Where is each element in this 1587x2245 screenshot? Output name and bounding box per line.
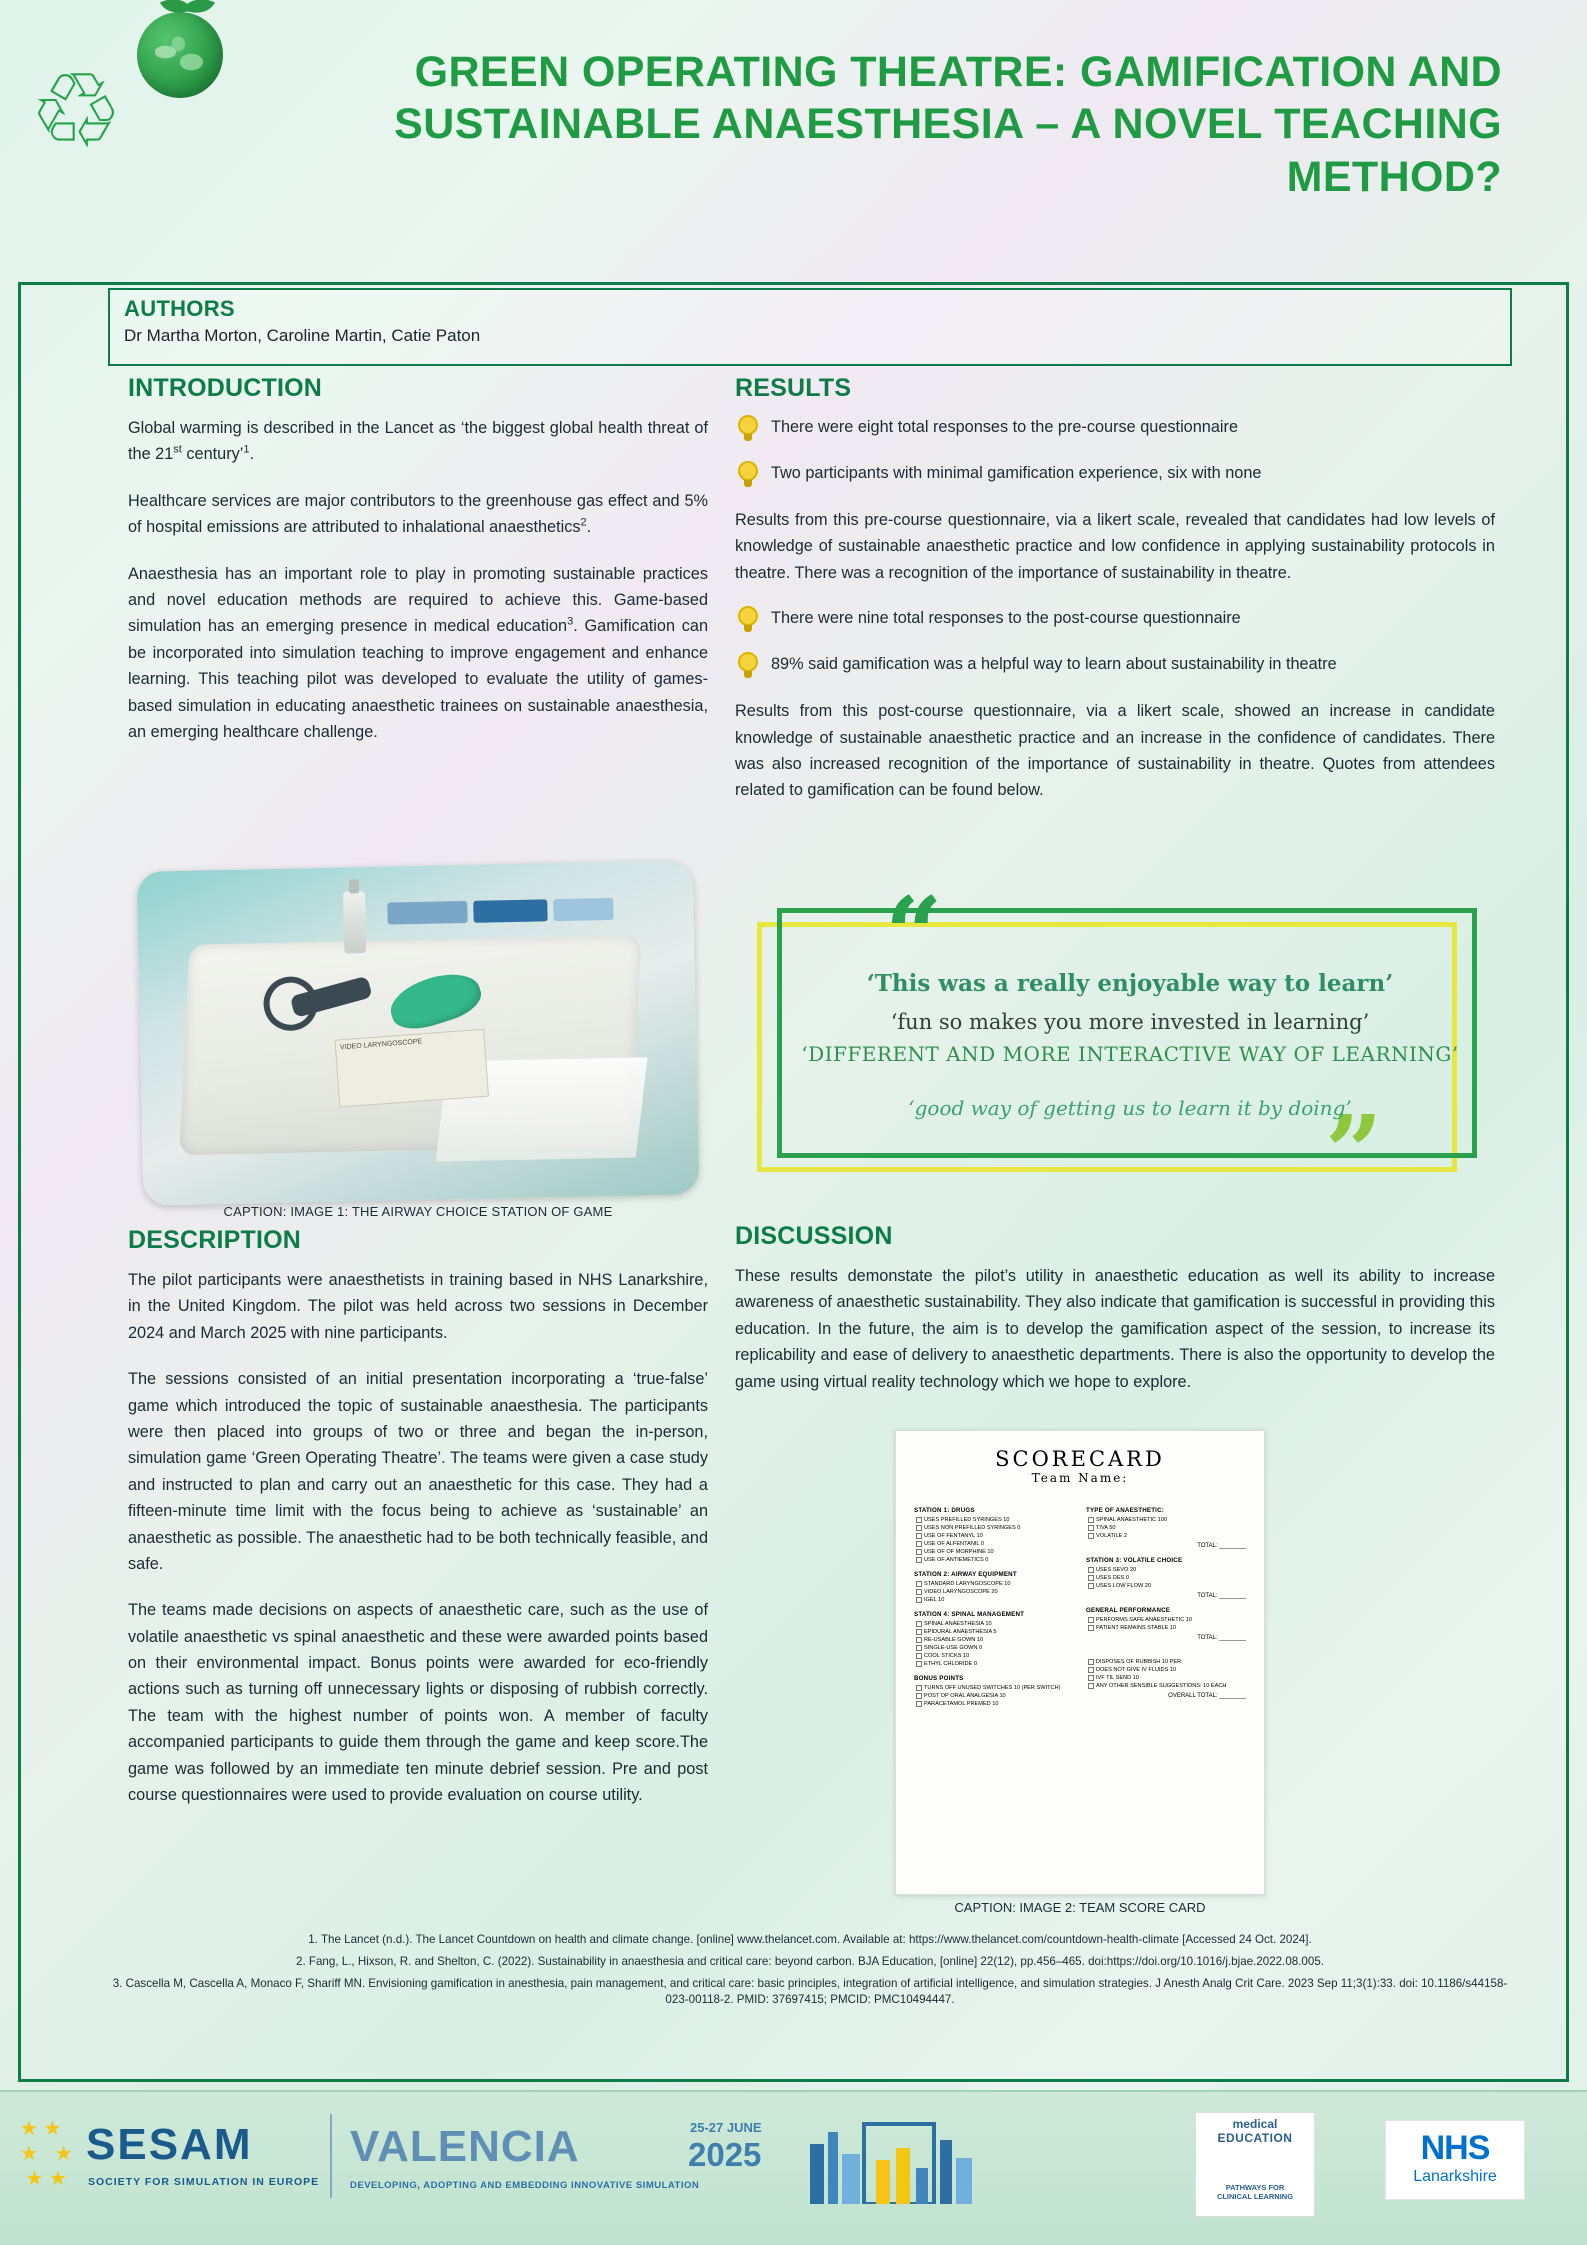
introduction-paragraph-1: Global warming is described in the Lancet as ‘the biggest global health threat of the 21st century’$^1$. <box>128 419 708 464</box>
scorecard-item: SPINAL ANAESTHESIA 10 <box>924 1621 1074 1627</box>
introduction-heading: INTRODUCTION <box>128 374 323 402</box>
scorecard-section-heading: STATION 2: AIRWAY EQUIPMENT <box>914 1571 1017 1578</box>
event-dates: 25-27 JUNE <box>690 2120 762 2135</box>
lightbulb-icon <box>735 606 761 636</box>
scorecard-item: POST OP ORAL ANALGESIA 10 <box>924 1693 1074 1699</box>
recycle-icon: ♲ <box>29 54 123 170</box>
results-bullet-4-text: 89% said gamification was a helpful way to learn about sustainability in theatre <box>771 655 1337 674</box>
scorecard-item: DISPOSES OF RUBBISH 10 PER <box>1096 1659 1246 1665</box>
scorecard-total: TOTAL: ________ <box>1197 1635 1246 1641</box>
image-2-wrapper <box>895 1430 1265 1915</box>
scorecard-section-heading: BONUS POINTS <box>914 1675 964 1682</box>
references-list <box>108 1932 1512 2014</box>
lightbulb-icon <box>735 652 761 682</box>
scorecard-item: RE-USABLE GOWN 10 <box>924 1637 1074 1643</box>
quote-close-icon: ” <box>1325 1093 1383 1211</box>
scorecard-item: DOES NOT GIVE IV FLUIDS 10 <box>1096 1667 1246 1673</box>
results-bullet-1-text: There were eight total responses to the pre-course questionnaire <box>771 418 1238 436</box>
scorecard-total: TOTAL: ________ <box>1197 1543 1246 1549</box>
airway-station-photo <box>137 860 700 1206</box>
results-bullet-3-text: There were nine total responses to the post-course questionnaire <box>771 609 1241 628</box>
results-paragraph-2: Results from this post-course questionnaire, via a likert scale, showed an increase in candidate knowledge of sustainable anaesthetic practice and an increase in the confidence of candidates. There was also increased recognition of the importance of sustainability in theatre. Quotes from attendees related to gamification can be found below. <box>735 702 1495 800</box>
nhs-region: Lanarkshire <box>1413 2168 1497 2185</box>
introduction-paragraph-3: Anaesthesia has an important role to play in promoting sustainable practices and novel education methods are required to achieve this. Game-based simulation has an emerging presence in medical education$^3$. Gamification can be incorporated into simulation teaching to improve engagement and enhance learning. This teaching pilot was developed to evaluate the utility of games-based simulation in educating anaesthetic trainees on sustainable anaesthesia, an emerging healthcare challenge. <box>128 564 709 741</box>
scorecard-item: TURNS OFF UNUSED SWITCHES 10 (PER SWITCH) <box>924 1685 1074 1691</box>
quote-3: ‘DIFFERENT AND MORE INTERACTIVE WAY OF LEARNING’ <box>801 1042 1459 1066</box>
results-bullet-2 <box>735 461 1495 491</box>
valencia-tagline: DEVELOPING, ADOPTING AND EMBEDDING INNOVATIVE SIMULATION <box>350 2180 700 2191</box>
scorecard-item: USES LOW FLOW 20 <box>1096 1583 1246 1589</box>
scorecard-subtitle: Team Name: <box>1031 1471 1129 1485</box>
quote-4: ‘good way of getting us to learn it by doing’ <box>908 1096 1352 1120</box>
footer-divider <box>330 2114 332 2198</box>
scorecard-item: PARACETAMOL PREMED 10 <box>924 1701 1074 1707</box>
scorecard-section-heading: STATION 3: VOLATILE CHOICE <box>1086 1557 1183 1564</box>
scorecard-item: USE OF OF MORPHINE 10 <box>924 1549 1074 1555</box>
image-1-caption: CAPTION: IMAGE 1: THE AIRWAY CHOICE STATION OF GAME <box>223 1204 613 1219</box>
scorecard-column-left <box>914 1499 1074 1709</box>
valencia-skyline-icon <box>800 2114 1010 2204</box>
scorecard-item: ANY OTHER SENSIBLE SUGGESTIONS: 10 EACH <box>1096 1683 1246 1689</box>
scorecard-section-heading: TYPE OF ANAESTHETIC: <box>1086 1507 1165 1514</box>
lightbulb-icon <box>735 415 761 445</box>
authors-heading: AUTHORS <box>124 296 235 321</box>
scorecard-item: PERFORMS SAFE ANAESTHETIC 10 <box>1096 1617 1246 1623</box>
scorecard-item: USES DES 0 <box>1096 1575 1246 1581</box>
quote-open-icon: “ <box>885 875 943 993</box>
results-section <box>735 374 1495 824</box>
quotes-box <box>735 875 1495 1222</box>
scorecard-item: STANDARD LARYNGOSCOPE 10 <box>924 1581 1074 1587</box>
authors-box <box>108 288 1512 366</box>
scorecard-item: USE OF ANTIEMETICS 0 <box>924 1557 1074 1563</box>
description-paragraph-1: The pilot participants were anaesthetists in training based in NHS Lanarkshire, in the United Kingdom. The pilot was held across two sessions in December 2024 and March 2025 with nine participants. <box>128 1271 708 1342</box>
image-1-wrapper <box>128 866 708 1219</box>
results-paragraph-1: Results from this pre-course questionnaire, via a likert scale, revealed that candidates had low levels of knowledge of sustainable anaesthetic practice and low confidence in applying sustainability protocols in theatre. There was a recognition of the importance of sustainability in theatre. <box>735 511 1495 582</box>
scorecard-item: PATIENT REMAINS STABLE 10 <box>1096 1625 1246 1631</box>
scorecard-item: SINGLE-USE GOWN 0 <box>924 1645 1074 1651</box>
scorecard-photo <box>895 1430 1265 1895</box>
scorecard-item: IGEL 10 <box>924 1597 1074 1603</box>
scorecard-item: USE OF ALFENTANIL 0 <box>924 1541 1074 1547</box>
event-year: 2025 <box>688 2136 762 2173</box>
introduction-paragraph-2: Healthcare services are major contributors to the greenhouse gas effect and 5% of hospital emissions are attributed to inhalational anaesthetics$^2$. <box>128 491 708 537</box>
page-title: GREEN OPERATING THEATRE: GAMIFICATION AND SUSTAINABLE ANAESTHESIA – A NOVEL TEACHING METHOD? <box>394 48 1502 201</box>
scorecard-item: TIVA 50 <box>1096 1525 1246 1531</box>
discussion-heading: DISCUSSION <box>735 1222 893 1250</box>
scorecard-section-heading: STATION 4: SPINAL MANAGEMENT <box>914 1611 1025 1618</box>
scorecard-item: IVF TIL SEND 10 <box>1096 1675 1246 1681</box>
nhs-logo <box>1385 2120 1525 2200</box>
scorecard-title: SCORECARD <box>995 1447 1165 1471</box>
scorecard-column-right <box>1086 1499 1246 1709</box>
left-column <box>128 374 708 765</box>
description-paragraph-2: The sessions consisted of an initial presentation incorporating a ‘true-false’ game which introduced the topic of sustainable anaesthesia. The participants were then placed into groups of two or three and began the in-person, simulation game ‘Green Operating Theatre’. The teams were given a case study and instructed to plan and carry out an anaesthetic for this case. They had a fifteen-minute time limit with the focus being to achieve as ‘sustainable’ an anaesthetic as possible. The anaesthetic had to be both technically feasible, and safe. <box>128 1370 708 1573</box>
scorecard-total: TOTAL: ________ <box>1197 1593 1246 1599</box>
scorecard-overall-total: OVERALL TOTAL: ________ <box>1168 1693 1246 1699</box>
description-heading: DESCRIPTION <box>128 1226 302 1254</box>
quote-2: ‘fun so makes you more invested in learning’ <box>890 1010 1370 1034</box>
scorecard-item: ETHYL CHLORIDE 0 <box>924 1661 1074 1667</box>
green-globe-icon <box>137 12 223 98</box>
scorecard-item: VOLATILE 2 <box>1096 1533 1246 1539</box>
discussion-section <box>735 1222 1495 1415</box>
scorecard-item: EPIDURAL ANAESTHESIA 5 <box>924 1629 1074 1635</box>
reference-3: 3. Cascella M, Cascella A, Monaco F, Shariff MN. Envisioning gamification in anesthesia, pain management, and critical care: basic principles, integration of artificial intelligence, and simulation strategies. J Anesth Analg Crit Care. 2023 Sep 11;3(1):33. doi: 10.1186/s44158-023-00118-2. PMID: 37697415; PMCID: PMC10494447. <box>112 1976 1508 2007</box>
discussion-paragraph-1: These results demonstate the pilot’s utility in anaesthetic education as well its ability to increase awareness of anaesthetic sustainability. They also indicate that gamification is successful in providing this education. In the future, the aim is to develop the gamification aspect of the session, to increase its replicability and ease of delivery to anaesthetic departments. There is also the opportunity to develop the game using virtual reality technology which we hope to explore. <box>735 1267 1495 1391</box>
sesam-tagline: SOCIETY FOR SIMULATION IN EUROPE <box>88 2176 320 2188</box>
results-heading: RESULTS <box>735 374 852 402</box>
nhs-text: NHS <box>1420 2129 1490 2167</box>
pathways-line-2: CLINICAL LEARNING <box>1216 2192 1294 2201</box>
medical-education-logo <box>1195 2112 1315 2217</box>
airway-label: VIDEO LARYNGOSCOPE <box>334 1029 489 1108</box>
scorecard-item: USES NON PREFILLED SYRINGES 0 <box>924 1525 1074 1531</box>
results-bullet-3 <box>735 606 1495 636</box>
pathways-line-1: PATHWAYS FOR <box>1225 2183 1285 2192</box>
results-bullet-4 <box>735 652 1495 682</box>
description-paragraph-3: The teams made decisions on aspects of anaesthetic care, such as the use of volatile anaesthetic vs spinal anaesthetic and these were awarded points based on their environmental impact. Bonus points were awarded for eco-friendly actions such as turning off unnecessary lights or disposing of rubbish correctly. The team with the highest number of points won. A member of faculty accompanied participants to guide them through the game and keep score.The game was followed by an immediate ten minute debrief session. Pre and post course questionnaires were used to provide evaluation on course utility. <box>128 1601 708 1805</box>
results-bullet-1 <box>735 415 1495 445</box>
authors-names: Dr Martha Morton, Caroline Martin, Catie Paton <box>124 326 481 345</box>
description-section <box>128 1226 708 1828</box>
scorecard-item: COOL STICKS 10 <box>924 1653 1074 1659</box>
quote-1: ‘This was a really enjoyable way to learn’ <box>866 970 1394 997</box>
scorecard-item: SPINAL ANAESTHETIC 100 <box>1096 1517 1246 1523</box>
footer-bar <box>0 2090 1587 2245</box>
valencia-logo-text: VALENCIA <box>350 2122 580 2171</box>
reference-1: 1. The Lancet (n.d.). The Lancet Countdown on health and climate change. [online] www.thelancet.com. Available at: https://www.thelancet.com/countdown-health-climate [Accessed 24 Oct. 2024]. <box>308 1933 1312 1946</box>
eu-stars-icon: ★ ★ ★ ★ ★ ★ <box>20 2118 73 2190</box>
scorecard-item: USES PREFILLED SYRINGES 10 <box>924 1517 1074 1523</box>
scorecard-section-heading: GENERAL PERFORMANCE <box>1086 1607 1171 1614</box>
medical-text: medical <box>1232 2117 1278 2131</box>
poster-header <box>0 0 1587 268</box>
scorecard-item: USES SEVO 20 <box>1096 1567 1246 1573</box>
image-2-caption: CAPTION: IMAGE 2: TEAM SCORE CARD <box>954 1900 1206 1915</box>
scorecard-item: VIDEO LARYNGOSCOPE 20 <box>924 1589 1074 1595</box>
scorecard-item: USE OF FENTANYL 10 <box>924 1533 1074 1539</box>
education-text: EDUCATION <box>1217 2131 1293 2145</box>
sesam-logo-text: SESAM <box>86 2120 253 2169</box>
scorecard-section-heading: STATION 1: DRUGS <box>914 1507 975 1514</box>
reference-2: 2. Fang, L., Hixson, R. and Shelton, C. (2022). Sustainability in anaesthesia and critical care: beyond carbon. BJA Education, [online] 22(12), pp.456–465. doi:https://doi.org/10.1016/j.bjae.2022.08.005. <box>296 1954 1324 1968</box>
lightbulb-icon <box>735 461 761 491</box>
results-bullet-2-text: Two participants with minimal gamification experience, six with none <box>771 464 1262 482</box>
